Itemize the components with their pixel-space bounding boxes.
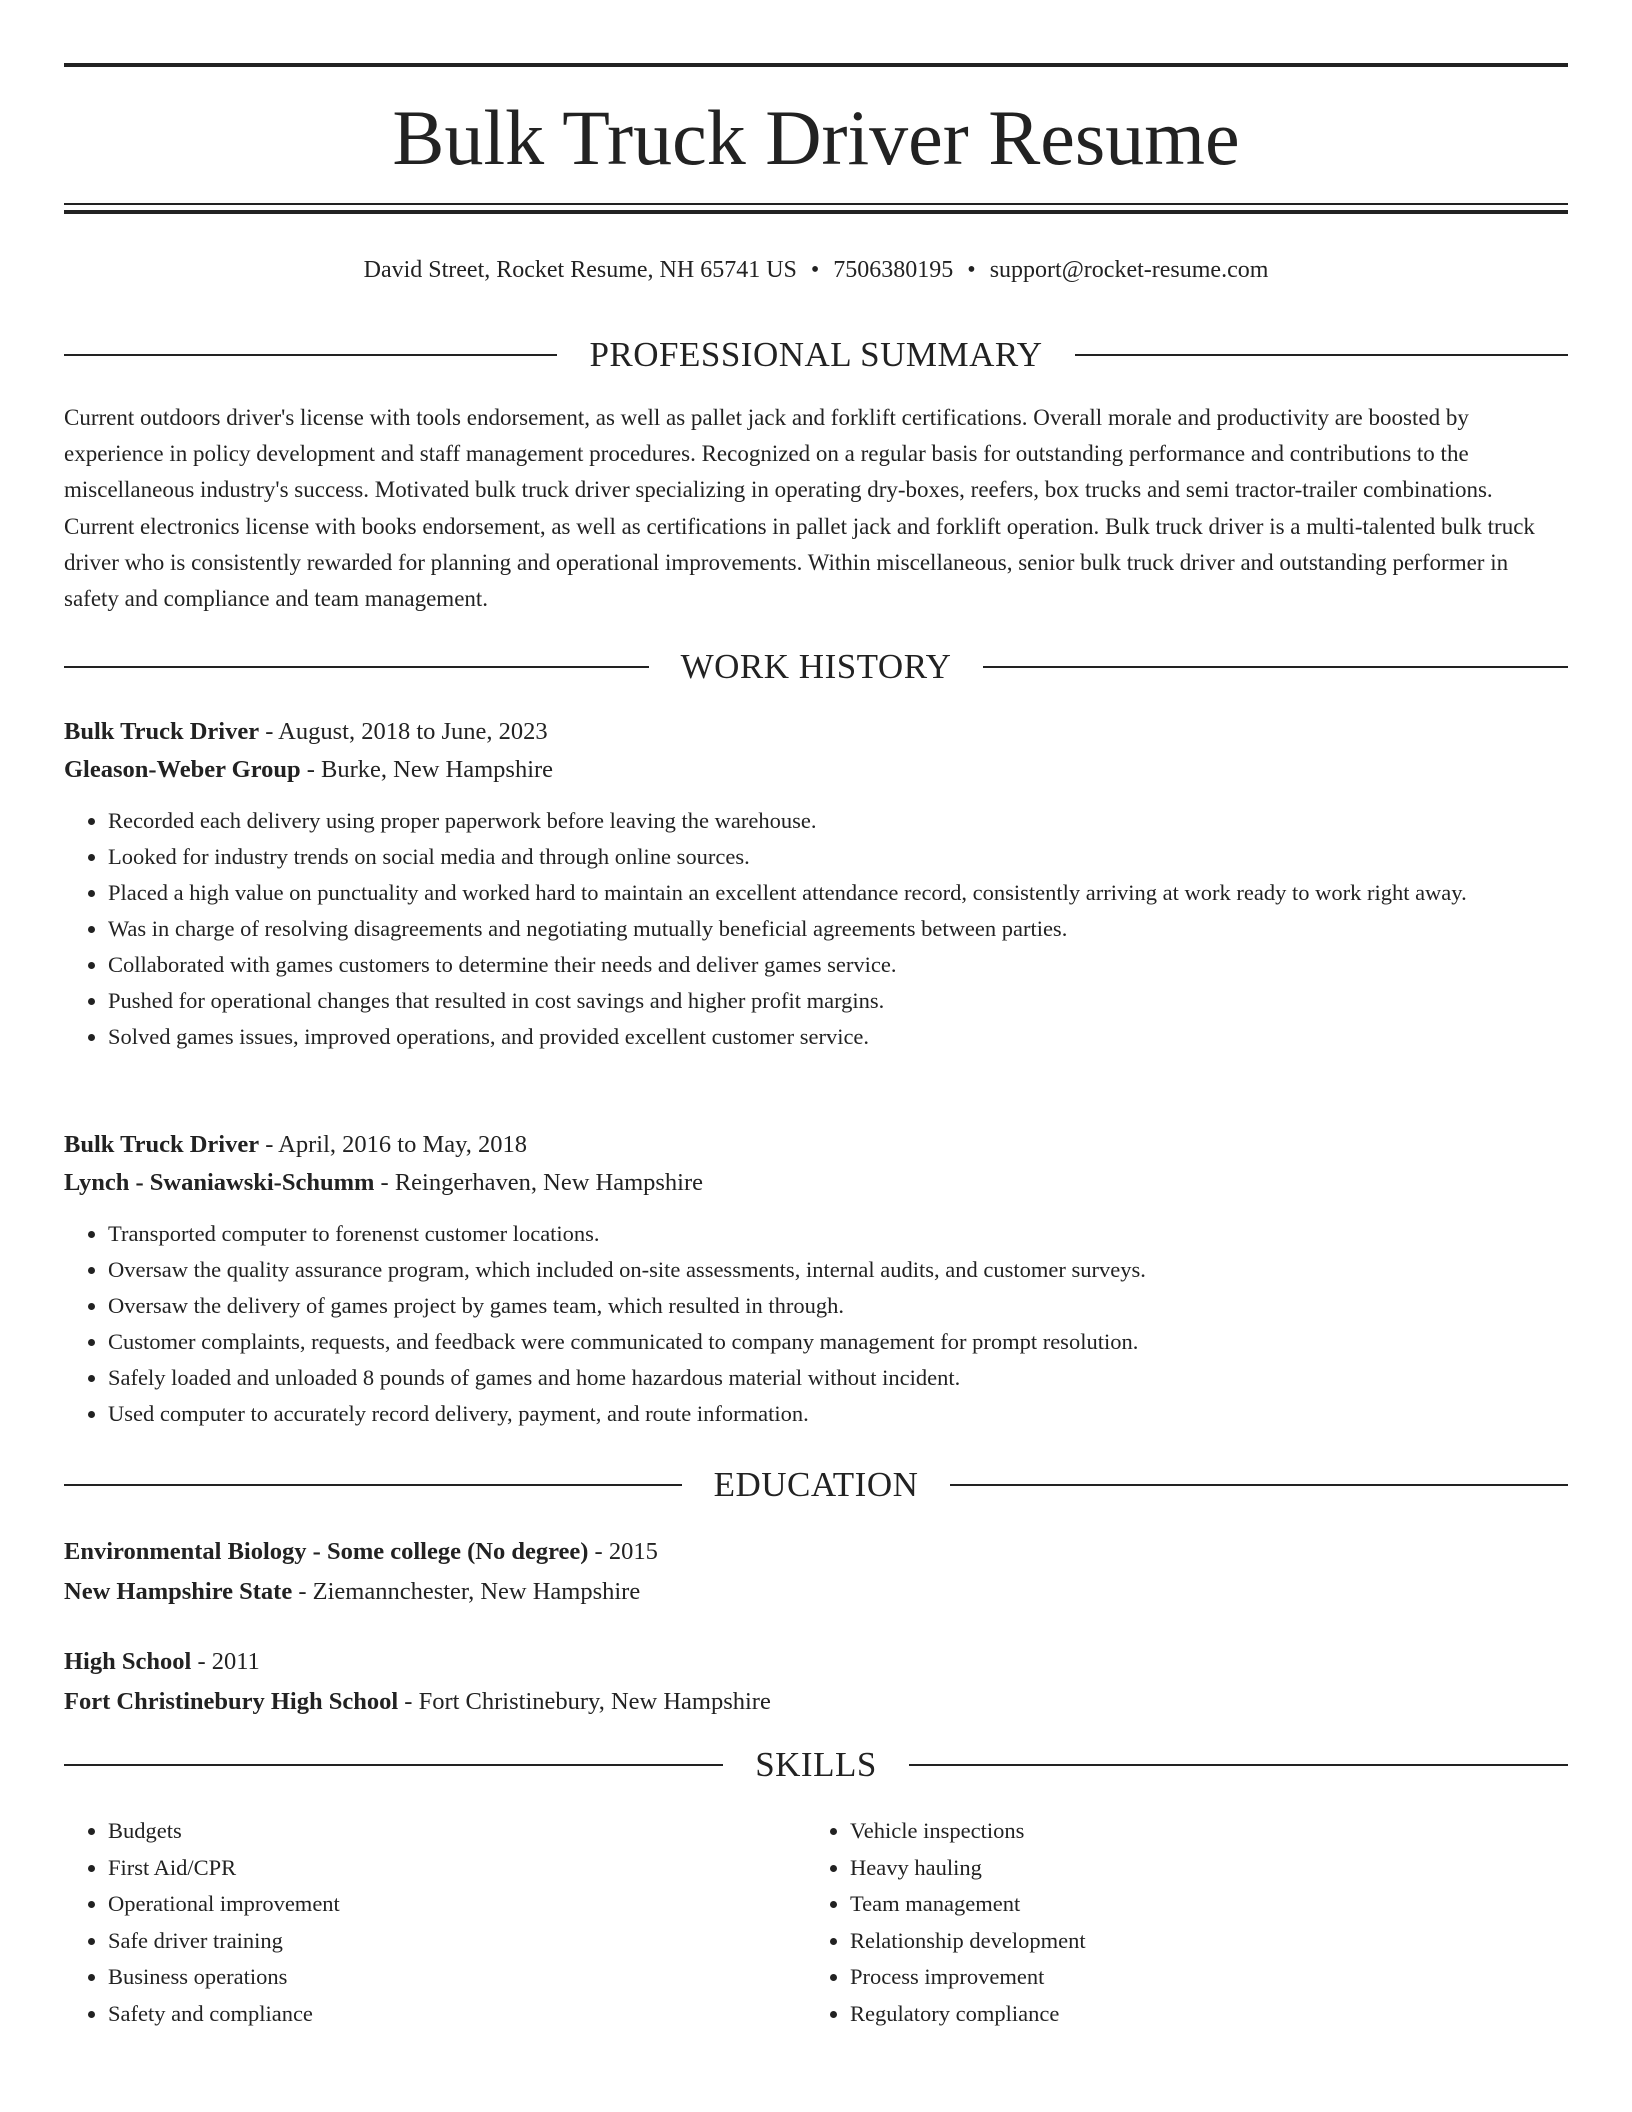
section-rule-left (64, 354, 557, 356)
section-rule-right (950, 1484, 1568, 1486)
job-dates: - April, 2016 to May, 2018 (259, 1131, 528, 1158)
skill-item: • Budgets (108, 1813, 764, 1850)
skill-item: • Regulatory compliance (850, 1996, 1506, 2033)
section-header-summary (64, 335, 1568, 375)
header-block (64, 63, 1568, 214)
skill-item: • Vehicle inspections (850, 1813, 1506, 1850)
job-bullet: • Used computer to accurately record delivery, payment, and route information. (108, 1396, 1568, 1432)
job-bullet: • Solved games issues, improved operations, and provided excellent customer service. (108, 1019, 1568, 1055)
job-title-line (64, 713, 1568, 751)
section-rule-left (64, 666, 649, 668)
education-year: - 2011 (191, 1648, 260, 1675)
job-company: Gleason-Weber Group (64, 756, 301, 783)
section-rule-left (64, 1764, 723, 1766)
contact-line (64, 255, 1568, 285)
section-rule-left (64, 1484, 682, 1486)
job-location: - Reingerhaven, New Hampshire (374, 1169, 704, 1196)
job-bullet: • Recorded each delivery using proper paperwork before leaving the warehouse. (108, 803, 1568, 839)
job-company: Lynch - Swaniawski-Schumm (64, 1169, 375, 1196)
education-year: - 2015 (588, 1538, 658, 1565)
skills-column-left (64, 1813, 764, 2033)
job-bullet: • Transported computer to forenenst customer locations. (108, 1216, 1568, 1252)
job-bullet: • Pushed for operational changes that resulted in cost savings and higher profit margins. (108, 983, 1568, 1019)
section-rule-right (1075, 354, 1568, 356)
job-bullet: • Looked for industry trends on social media and through online sources. (108, 839, 1568, 875)
job-bullet: • Collaborated with games customers to determine their needs and deliver games service. (108, 947, 1568, 983)
job-title-line (64, 1126, 1568, 1164)
skill-item: • Operational improvement (108, 1886, 764, 1923)
skill-item: • Safe driver training (108, 1923, 764, 1960)
skill-item: • Business operations (108, 1959, 764, 1996)
job-company-line (64, 1164, 1568, 1202)
job-company-line (64, 751, 1568, 789)
skill-item: • Process improvement (850, 1959, 1506, 1996)
education-school-line (64, 1572, 1568, 1612)
education-school: Fort Christinebury High School (64, 1688, 399, 1715)
job-bullet: • Was in charge of resolving disagreements and negotiating mutually beneficial agreements between parties. (108, 911, 1568, 947)
job-title: Bulk Truck Driver (64, 1131, 260, 1158)
education-school: New Hampshire State (64, 1578, 293, 1605)
skill-item: • Team management (850, 1886, 1506, 1923)
section-title-education: EDUCATION (713, 1465, 919, 1504)
education-degree-line (64, 1532, 1568, 1572)
education-degree: High School (64, 1648, 192, 1675)
job-bullets (64, 803, 1568, 1055)
skills-column-right (806, 1813, 1506, 2033)
job-entry (64, 713, 1568, 1055)
education-school-line (64, 1682, 1568, 1722)
contact-address: David Street, Rocket Resume, NH 65741 US (363, 257, 797, 283)
job-bullet: • Oversaw the delivery of games project by games team, which resulted in through. (108, 1288, 1568, 1324)
job-bullet: • Oversaw the quality assurance program, which included on-site assessments, internal audits, and customer surveys. (108, 1252, 1568, 1288)
section-header-education (64, 1465, 1568, 1505)
job-title: Bulk Truck Driver (64, 718, 260, 745)
education-entry (64, 1532, 1568, 1612)
contact-phone: 7506380195 (833, 257, 954, 283)
job-location: - Burke, New Hampshire (300, 756, 554, 783)
skill-item: • Relationship development (850, 1923, 1506, 1960)
section-title-skills: SKILLS (755, 1745, 877, 1784)
job-bullets (64, 1216, 1568, 1432)
skill-item: • Heavy hauling (850, 1850, 1506, 1887)
education-location: - Fort Christinebury, New Hampshire (398, 1688, 771, 1715)
job-bullet: • Placed a high value on punctuality and worked hard to maintain an excellent attendance record, consistently arriving at work ready to work right away. (108, 875, 1568, 911)
header-rule-lower (64, 210, 1568, 214)
skill-item: • Safety and compliance (108, 1996, 764, 2033)
section-header-work (64, 647, 1568, 687)
education-entry (64, 1642, 1568, 1722)
contact-email[interactable]: support@rocket-resume.com (989, 257, 1269, 283)
skill-item: • First Aid/CPR (108, 1850, 764, 1887)
summary-text: Current outdoors driver's license with tools endorsement, as well as pallet jack and forklift certifications. Overall morale and productivity are boosted by experience in policy development and staff management procedures. Recognized on a regular basis for outstanding performance and contributions to the miscellaneous industry's success. Motivated bulk truck driver specializing in operating dry-boxes, reefers, box trucks and semi tractor-trailer combinations. Current electronics license with books endorsement, as well as certifications in pallet jack and forklift operation. Bulk truck driver is a multi-talented bulk truck driver who is consistently rewarded for planning and operational improvements. Within miscellaneous, senior bulk truck driver and outstanding performer in safety and compliance and team management. (64, 405, 1535, 612)
resume-title: Bulk Truck Driver Resume (392, 94, 1240, 181)
section-header-skills (64, 1745, 1568, 1785)
contact-separator: • (967, 257, 976, 283)
skills-list (64, 1813, 764, 2033)
job-bullet: • Safely loaded and unloaded 8 pounds of games and home hazardous material without incident. (108, 1360, 1568, 1396)
education-degree: Environmental Biology - Some college (No degree) (64, 1538, 589, 1565)
job-entry (64, 1126, 1568, 1432)
education-location: - Ziemannchester, New Hampshire (292, 1578, 641, 1605)
section-rule-right (909, 1764, 1568, 1766)
education-degree-line (64, 1642, 1568, 1682)
contact-separator: • (810, 257, 820, 283)
section-rule-right (983, 666, 1568, 668)
job-dates: - August, 2018 to June, 2023 (259, 718, 548, 745)
job-bullet: • Customer complaints, requests, and feedback were communicated to company management for prompt resolution. (108, 1324, 1568, 1360)
section-title-summary: PROFESSIONAL SUMMARY (589, 335, 1043, 374)
skills-list (806, 1813, 1506, 2033)
section-title-work: WORK HISTORY (680, 647, 952, 686)
